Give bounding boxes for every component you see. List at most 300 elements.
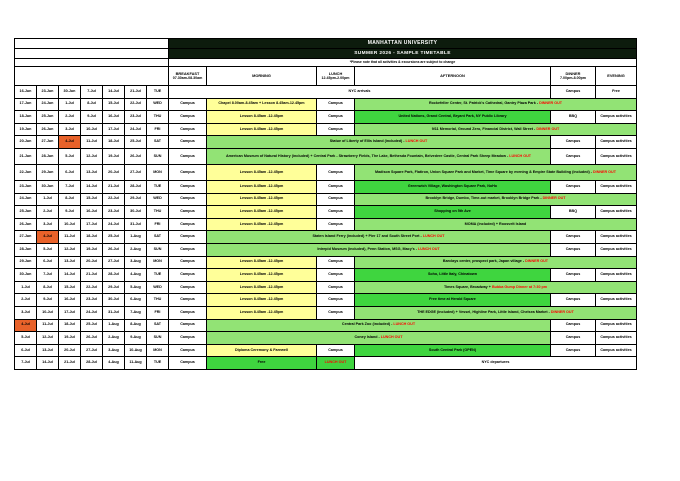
table-row — [15, 164, 637, 180]
date-cell: 17-Jul — [81, 218, 103, 231]
date-cell: 23-Jul — [103, 206, 125, 219]
breakfast-cell: Campus — [169, 319, 207, 332]
date-cell: 25-Jul — [81, 319, 103, 332]
col-header-afternoon — [355, 67, 551, 86]
dinner-cell: BBQ — [551, 206, 596, 219]
date-cell: 1-Jul — [15, 281, 37, 294]
weekday-cell: FRI — [147, 306, 169, 319]
breakfast-cell: Campus — [169, 256, 207, 269]
date-cell: 27-Jul — [103, 256, 125, 269]
date-cell: 24-Jun — [37, 98, 59, 111]
date-cell: 23-Jul — [81, 294, 103, 307]
evening-cell: Campus activities — [596, 269, 637, 282]
excursion-span-cell: Statue of Liberty of Ellis Island (included) - LUNCH OUT — [207, 136, 551, 149]
date-cell: 9-Jul — [81, 111, 103, 124]
evening-cell: Campus activities — [596, 319, 637, 332]
weekday-cell: TUE — [147, 269, 169, 282]
dinner-cell: Campus — [551, 86, 596, 99]
dinner-cell: Campus — [551, 319, 596, 332]
date-cell: 30-Jul — [125, 206, 147, 219]
date-cell: 3-Jul — [59, 123, 81, 136]
col-header-lunch — [317, 67, 355, 86]
date-cell: 15-Jul — [103, 98, 125, 111]
morning-cell: Lesson 8.45am -12.45pm — [207, 180, 317, 193]
morning-cell: Lesson 8.45am -12.45pm — [207, 306, 317, 319]
evening-cell: Campus activities — [596, 243, 637, 256]
date-cell: 4-Jul — [15, 319, 37, 332]
date-cell: 17-Jul — [103, 123, 125, 136]
date-cell: 2-Aug — [125, 243, 147, 256]
date-cell: 2-Jul — [37, 206, 59, 219]
date-cell: 16-Jun — [15, 86, 37, 99]
morning-cell: Lesson 8.45am -12.45pm — [207, 111, 317, 124]
lunch-cell: Campus — [317, 111, 355, 124]
weekday-cell: WED — [147, 193, 169, 206]
weekday-cell: MON — [147, 164, 169, 180]
col-header-dinner — [551, 67, 596, 86]
page-title: SUMMER 2026 - SAMPLE TIMETABLE — [169, 49, 637, 59]
breakfast-cell: Campus — [169, 231, 207, 244]
date-cell: 9-Jul — [37, 294, 59, 307]
date-cell: 28-Jul — [125, 180, 147, 193]
date-cell: 1-Jul — [37, 193, 59, 206]
date-cell: 26-Jul — [103, 243, 125, 256]
dinner-cell: Campus — [551, 269, 596, 282]
morning-cell: Lesson 8.45am -12.45pm — [207, 294, 317, 307]
table-row — [15, 357, 637, 370]
weekday-cell: THU — [147, 294, 169, 307]
morning-cell: Lesson 8.45am -12.45pm — [207, 193, 317, 206]
dinner-cell: Campus — [551, 148, 596, 164]
evening-label: EVENING — [607, 72, 625, 78]
date-cell: 2-Jul — [59, 111, 81, 124]
table-row — [15, 281, 637, 294]
breakfast-cell: Campus — [169, 164, 207, 180]
date-cell: 26-Jul — [81, 332, 103, 345]
date-cell: 5-Jul — [37, 243, 59, 256]
date-cell: 3-Jul — [15, 306, 37, 319]
date-cell: 20-Jul — [59, 344, 81, 357]
date-cell: 24-Jun — [15, 193, 37, 206]
highlight-text: LUNCH OUT — [509, 153, 532, 158]
excursion-span-cell: Staten Island Ferry (included) + Pier 17 and South Street Port - LUNCH OUT — [207, 231, 551, 244]
date-cell: 3-Aug — [103, 344, 125, 357]
date-cell: 16-Jul — [81, 206, 103, 219]
date-cell: 6-Aug — [125, 294, 147, 307]
title-row-timetable — [15, 49, 637, 59]
date-cell: 10-Jul — [81, 123, 103, 136]
date-cell: 10-Jul — [37, 306, 59, 319]
date-cell: 26-Jun — [15, 218, 37, 231]
date-cell: 8-Jul — [81, 98, 103, 111]
highlight-text: LUNCH OUT — [380, 334, 403, 339]
date-cell: 10-Aug — [125, 344, 147, 357]
afternoon-label: AFTERNOON — [440, 72, 465, 78]
morning-cell: Lesson 8.45am -12.45pm — [207, 123, 317, 136]
table-row — [15, 206, 637, 219]
date-cell: 13-Jul — [81, 164, 103, 180]
dinner-cell: BBQ — [551, 111, 596, 124]
org-title: MANHATTAN UNIVERSITY — [169, 39, 637, 49]
date-cell: 28-Jul — [81, 357, 103, 370]
date-cell: 1-Aug — [125, 231, 147, 244]
date-cell: 14-Jul — [59, 269, 81, 282]
date-cell: 25-Jun — [37, 111, 59, 124]
date-cell: 5-Aug — [125, 281, 147, 294]
date-cell: 29-Jun — [15, 256, 37, 269]
date-cell: 28-Jun — [37, 148, 59, 164]
date-cell: 28-Jun — [15, 243, 37, 256]
date-cell: 18-Jul — [81, 231, 103, 244]
date-cell: 11-Jul — [81, 136, 103, 149]
lunch-label: LUNCH — [328, 70, 343, 76]
date-cell: 4-Aug — [125, 269, 147, 282]
date-cell: 28-Jul — [103, 269, 125, 282]
date-cell: 30-Jun — [15, 269, 37, 282]
date-cell: 13-Jul — [59, 256, 81, 269]
dinner-cell: Campus — [551, 136, 596, 149]
lunch-out-text: LUNCH OUT — [324, 360, 347, 365]
date-cell: 14-Jul — [37, 357, 59, 370]
date-cell: 12-Jul — [81, 148, 103, 164]
date-cell: 9-Jul — [59, 206, 81, 219]
afternoon-cell: Brooklyn Bridge, Dumbo, Time-out market, Brooklyn Bridge Park - DINNER OUT — [355, 193, 637, 206]
title-row-org — [15, 39, 637, 49]
lunch-cell: Campus — [317, 218, 355, 231]
table-row — [15, 269, 637, 282]
weekday-cell: FRI — [147, 218, 169, 231]
table-row — [15, 243, 637, 256]
date-cell: 6-Jul — [15, 344, 37, 357]
afternoon-cell: Rockefeller Center, St. Patrick's Cathedral, Gantry Plaza Park - DINNER OUT — [355, 98, 637, 111]
excursion-span-cell: Central Park Zoo (included) - LUNCH OUT — [207, 319, 551, 332]
lunch-time: 12.45pm-2.00pm — [321, 75, 350, 80]
date-cell: 23-Jun — [15, 180, 37, 193]
breakfast-cell: Campus — [169, 148, 207, 164]
highlight-text: LUNCH OUT — [422, 234, 445, 239]
afternoon-cell: MOMA (included) + Roosvelt Island — [355, 218, 637, 231]
span-all-cell: NYC arrivals — [169, 86, 551, 99]
highlight-text: DINNER OUT — [539, 101, 563, 106]
date-cell: 20-Jun — [15, 136, 37, 149]
morning-cell: Free — [207, 357, 317, 370]
date-cell: 3-Aug — [125, 256, 147, 269]
afternoon-cell: THE EDGE (included) + Vessel, Highline Park, Little Island, Chelsea Market - DINNER OUT — [355, 306, 637, 319]
weekday-cell: TUE — [147, 357, 169, 370]
lunch-cell — [317, 357, 355, 370]
excursion-span-cell: Intrepid Museum (included), Penn Station, MSG, Macy's - LUNCH OUT — [207, 243, 551, 256]
date-cell: 21-Jul — [81, 269, 103, 282]
date-cell: 26-Jun — [37, 123, 59, 136]
highlight-text: DINNER OUT — [525, 259, 549, 264]
lunch-cell: Campus — [317, 193, 355, 206]
date-cell: 6-Jul — [59, 164, 81, 180]
weekday-cell: SAT — [147, 319, 169, 332]
weekday-cell: MON — [147, 344, 169, 357]
date-cell: 14-Jul — [103, 86, 125, 99]
date-cell: 4-Jul — [37, 231, 59, 244]
breakfast-cell: Campus — [169, 111, 207, 124]
highlight-text: DINNER OUT — [536, 126, 560, 131]
table-row — [15, 111, 637, 124]
date-cell: 23-Jul — [125, 111, 147, 124]
breakfast-cell: Campus — [169, 332, 207, 345]
breakfast-cell: Campus — [169, 306, 207, 319]
date-cell: 20-Jul — [81, 256, 103, 269]
date-cell: 22-Jul — [125, 98, 147, 111]
date-cell: 11-Jul — [37, 319, 59, 332]
table-row — [15, 193, 637, 206]
lunch-cell: Campus — [317, 306, 355, 319]
table-row — [15, 148, 637, 164]
breakfast-cell: Campus — [169, 98, 207, 111]
column-header-row — [15, 67, 637, 86]
date-cell: 31-Jul — [125, 218, 147, 231]
date-cell: 22-Jul — [81, 281, 103, 294]
table-row — [15, 332, 637, 345]
weekday-cell: THU — [147, 206, 169, 219]
date-cell: 11-Aug — [125, 357, 147, 370]
date-cell: 24-Jul — [103, 218, 125, 231]
evening-cell: Campus activities — [596, 111, 637, 124]
afternoon-cell: Barclays center, prospect park, Japan village - DINNER OUT — [355, 256, 637, 269]
date-cell: 17-Jul — [59, 306, 81, 319]
date-cell: 6-Jul — [37, 256, 59, 269]
date-cell: 27-Jun — [15, 231, 37, 244]
date-cell: 25-Jul — [125, 136, 147, 149]
date-cell: 5-Jul — [15, 332, 37, 345]
date-cell: 21-Jul — [59, 357, 81, 370]
highlight-text: LUNCH OUT — [405, 139, 428, 144]
date-cell: 30-Jun — [59, 86, 81, 99]
lunch-cell: Campus — [317, 344, 355, 357]
lunch-cell: Campus — [317, 164, 355, 180]
morning-cell: Lesson 8.45am -12.45pm — [207, 206, 317, 219]
lunch-cell: Campus — [317, 123, 355, 136]
date-cell: 4-Jul — [59, 136, 81, 149]
table-header — [15, 39, 637, 86]
evening-cell: Campus activities — [596, 231, 637, 244]
date-cell: 31-Jul — [103, 306, 125, 319]
morning-cell: Lesson 8.45am -12.45pm — [207, 164, 317, 180]
breakfast-cell: Campus — [169, 180, 207, 193]
date-cell: 30-Jun — [37, 180, 59, 193]
breakfast-cell: Campus — [169, 218, 207, 231]
highlight-text: Bubba Gump Dinner at 7:30 pm — [491, 284, 548, 289]
lunch-cell: Campus — [317, 180, 355, 193]
afternoon-cell: NYC departures — [355, 357, 637, 370]
table-row — [15, 231, 637, 244]
breakfast-cell: Campus — [169, 269, 207, 282]
morning-cell: Lesson 8.45am -12.45pm — [207, 281, 317, 294]
date-cell: 8-Jul — [59, 193, 81, 206]
weekday-cell: TUE — [147, 86, 169, 99]
afternoon-cell: Shopping on 5th Ave — [355, 206, 551, 219]
breakfast-cell: Campus — [169, 243, 207, 256]
table-row — [15, 98, 637, 111]
table-row — [15, 180, 637, 193]
subject-to-change-note: *Please note that all activities & excursions are subject to change — [169, 59, 637, 67]
date-cell: 13-Jul — [37, 344, 59, 357]
morning-cell: Lesson 8.45am -12.45pm — [207, 256, 317, 269]
col-header-morning — [207, 67, 317, 86]
date-cell: 16-Jul — [103, 111, 125, 124]
date-cell: 3-Jul — [37, 218, 59, 231]
date-cell: 24-Jul — [81, 306, 103, 319]
date-cell: 8-Aug — [125, 319, 147, 332]
date-cell: 7-Jul — [15, 357, 37, 370]
weekday-cell: SUN — [147, 148, 169, 164]
col-header-breakfast — [169, 67, 207, 86]
afternoon-cell: Free time at Herald Square — [355, 294, 551, 307]
summer-timetable — [14, 38, 637, 370]
highlight-text: DINNER OUT — [550, 309, 574, 314]
weekday-cell: WED — [147, 281, 169, 294]
date-cell: 25-Jun — [15, 206, 37, 219]
table-row — [15, 218, 637, 231]
breakfast-cell: Campus — [169, 123, 207, 136]
table-row — [15, 344, 637, 357]
date-cell: 21-Jun — [15, 148, 37, 164]
morning-cell: Lesson 8.45am -12.45pm — [207, 269, 317, 282]
dinner-cell: Campus — [551, 332, 596, 345]
table-row — [15, 294, 637, 307]
date-cell: 5-Jul — [59, 148, 81, 164]
weekday-cell: SAT — [147, 136, 169, 149]
date-cell: 18-Jul — [103, 136, 125, 149]
highlight-text: DINNER OUT — [542, 196, 566, 201]
date-cell: 24-Jul — [125, 123, 147, 136]
table-row — [15, 256, 637, 269]
breakfast-label: BREAKFAST — [175, 70, 200, 76]
dinner-time: 7.00pm-8.00pm — [560, 75, 586, 80]
afternoon-cell: Soho, Little Italy, Chinatown — [355, 269, 551, 282]
evening-cell: Campus activities — [596, 136, 637, 149]
afternoon-cell: South Central Park (OPEN) — [355, 344, 551, 357]
date-cell: 7-Aug — [125, 306, 147, 319]
date-cell: 26-Jul — [125, 148, 147, 164]
afternoon-cell: Times Square, Broadway + Bubba Gump Dinner at 7:30 pm — [355, 281, 637, 294]
evening-cell: Campus activities — [596, 206, 637, 219]
lunch-cell: Campus — [317, 269, 355, 282]
evening-cell: Campus activities — [596, 294, 637, 307]
weekday-cell: SUN — [147, 332, 169, 345]
afternoon-cell: 9/11 Memorial, Ground Zero, Financial District, Wall Street - DINNER OUT — [355, 123, 637, 136]
highlight-text: LUNCH OUT — [417, 246, 440, 251]
morning-cell: Diploma Ceremony & Farewell — [207, 344, 317, 357]
dinner-cell: Campus — [551, 231, 596, 244]
morning-label: MORNING — [252, 72, 271, 78]
morning-cell: Lesson 8.45am -12.45pm — [207, 218, 317, 231]
col-header-evening — [596, 67, 637, 86]
weekday-cell: THU — [147, 111, 169, 124]
table-row — [15, 123, 637, 136]
dinner-label: DINNER — [565, 70, 581, 76]
weekday-cell: SAT — [147, 231, 169, 244]
evening-cell: Campus activities — [596, 148, 637, 164]
dinner-cell: Campus — [551, 243, 596, 256]
date-cell: 19-Jul — [59, 332, 81, 345]
dinner-cell: Campus — [551, 344, 596, 357]
date-cell: 2-Aug — [103, 332, 125, 345]
date-cell: 18-Jun — [15, 111, 37, 124]
date-cell: 16-Jul — [59, 294, 81, 307]
date-cell: 7-Jul — [81, 86, 103, 99]
weekday-cell: WED — [147, 98, 169, 111]
lunch-cell: Campus — [317, 294, 355, 307]
date-cell: 8-Jul — [37, 281, 59, 294]
date-cell: 18-Jul — [59, 319, 81, 332]
breakfast-cell: Campus — [169, 294, 207, 307]
date-cell: 19-Jul — [81, 243, 103, 256]
dinner-cell: Campus — [551, 294, 596, 307]
highlight-text: DINNER OUT — [593, 169, 616, 174]
date-cell: 19-Jul — [103, 148, 125, 164]
date-cell: 27-Jul — [81, 344, 103, 357]
date-cell: 7-Jul — [37, 269, 59, 282]
date-cell: 19-Jun — [15, 123, 37, 136]
date-cell: 11-Jul — [59, 231, 81, 244]
date-cell: 1-Jul — [59, 98, 81, 111]
breakfast-cell: Campus — [169, 344, 207, 357]
breakfast-cell: Campus — [169, 281, 207, 294]
lunch-cell: Campus — [317, 281, 355, 294]
date-cell: 10-Jul — [59, 218, 81, 231]
breakfast-cell: Campus — [169, 206, 207, 219]
date-cell: 30-Jul — [103, 294, 125, 307]
weekday-cell: TUE — [147, 180, 169, 193]
evening-cell: Campus activities — [596, 332, 637, 345]
date-cell: 27-Jul — [125, 164, 147, 180]
date-cell: 15-Jul — [81, 193, 103, 206]
date-cell: 27-Jun — [37, 136, 59, 149]
date-cell: 1-Aug — [103, 319, 125, 332]
table-row — [15, 319, 637, 332]
afternoon-cell: United Nations, Grand Central, Bryant Park, NY Public Library — [355, 111, 551, 124]
date-cell: 7-Jul — [59, 180, 81, 193]
dinner-cell: Campus — [551, 180, 596, 193]
evening-cell: Campus activities — [596, 344, 637, 357]
date-cell: 29-Jul — [125, 193, 147, 206]
note-row — [15, 59, 637, 67]
lunch-cell: Campus — [317, 206, 355, 219]
date-cell: 23-Jun — [37, 86, 59, 99]
date-cell: 22-Jul — [103, 193, 125, 206]
evening-cell: Campus activities — [596, 180, 637, 193]
date-cell: 12-Jul — [59, 243, 81, 256]
table-body — [15, 86, 637, 370]
afternoon-cell: Madison Square Park, Flatiron, Union Square Park and Market, Time Square by evening & Empire State Building (included) - DINNER OUT — [355, 164, 637, 180]
evening-cell: Free — [596, 86, 637, 99]
date-cell: 29-Jul — [103, 281, 125, 294]
afternoon-cell: Greenwich Village, Washington Square Park, NoHo — [355, 180, 551, 193]
date-cell: 20-Jul — [103, 164, 125, 180]
date-cell: 4-Aug — [103, 357, 125, 370]
date-cell: 14-Jul — [81, 180, 103, 193]
excursion-span-cell: American Museum of Natural History (included) + Central Park - Strawberry Fields, The Lake, Bethesda Fountain, Belvedere Castle, Central Park Sheep Meadow - LUNCH OUT — [207, 148, 551, 164]
highlight-text: LUNCH OUT — [393, 322, 416, 327]
breakfast-cell: Campus — [169, 193, 207, 206]
weekday-cell: MON — [147, 256, 169, 269]
morning-cell: Chapel 8.00am-8.45am + Lesson 8.45am-12.45pm — [207, 98, 317, 111]
breakfast-cell: Campus — [169, 136, 207, 149]
table-row — [15, 86, 637, 99]
date-cell: 29-Jun — [37, 164, 59, 180]
lunch-cell: Campus — [317, 98, 355, 111]
date-cell: 15-Jul — [59, 281, 81, 294]
date-cell: 17-Jun — [15, 98, 37, 111]
date-cell: 22-Jun — [15, 164, 37, 180]
